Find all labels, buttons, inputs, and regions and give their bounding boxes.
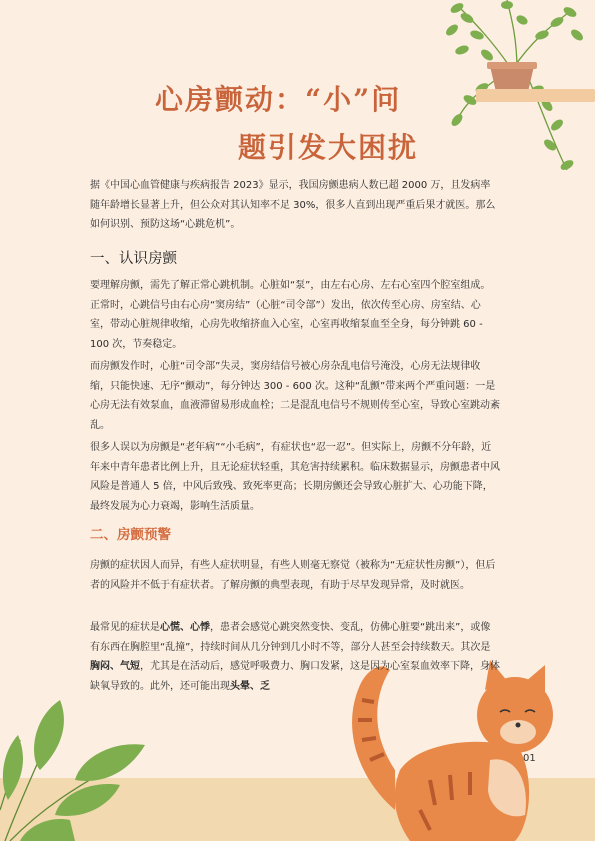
section-1-paragraph-1: 要理解房颤，需先了解正常心跳机制。心脏如“泵”，由左右心房、左右心室四个腔室组成。正常时，心跳信号由右心房“窦房结”（心脏“司令部”）发出，依次传至心房、房室结、心室，带动心脏规律收缩，心房先收缩挤血入心室，心室再收缩泵血至全身，每分钟跳 60 - 100 次，节奏稳定。 bbox=[90, 280, 491, 350]
section-2-heading: 二、房颤预警 bbox=[90, 527, 171, 543]
text-run: ，尤其是在活动后，感觉呼吸费力、胸口发紧，这是因为心室泵血效率下降，身体缺氧导致的。此外，还可能出现 bbox=[90, 661, 500, 692]
bold-term-dizziness: 头晕、乏 bbox=[230, 680, 270, 692]
intro-paragraph: 据《中国心血管健康与疾病报告 2023》显示，我国房颤患病人数已超 2000 万，且发病率随年龄增长显著上升，但公众对其认知率不足 30%，很多人直到出现严重后果才就医。那么如何识别、预防这场“心跳危机”。 bbox=[90, 180, 496, 230]
section-1-heading: 一、认识房颤 bbox=[90, 251, 177, 267]
page-number: 01 bbox=[523, 753, 536, 764]
section-2-paragraph-2 bbox=[90, 618, 500, 696]
text-run: 最常见的症状是 bbox=[90, 622, 160, 633]
section-1-paragraph-2: 而房颤发作时，心脏“司令部”失灵，窦房结信号被心房杂乱电信号淹没，心房无法规律收缩，只能快速、无序“颤动”，每分钟达 300 - 600 次。这种“乱颤”带来两个严重问题：一是心房无法有效泵血，血液滞留易形成血栓；二是混乱电信号不规则传至心室，导致心室跳动紊乱。 bbox=[90, 361, 500, 431]
page-title-line-1: 心房颤动：“小”问 bbox=[155, 83, 402, 116]
page-title-line-2: 题引发大困扰 bbox=[238, 131, 419, 164]
leaf-plant-illustration bbox=[0, 690, 160, 841]
section-1-paragraph-3: 很多人误以为房颤是“老年病”“小毛病”，有症状也“忍一忍”。但实际上，房颤不分年龄，近年来中青年患者比例上升，且无论症状轻重，其危害持续累积。临床数据显示，房颤患者中风风险是普通人 5 倍，中风后致残、致死率更高；长期房颤还会导致心脏扩大、心功能下降，最终发展为心力衰竭，影响生活质量。 bbox=[90, 442, 500, 512]
text-run: ，患者会感觉心跳突然变快、变乱，仿佛心脏要“跳出来”，或像有东西在胸腔里“乱撞”，持续时间从几分钟到几小时不等，部分人甚至会持续数天。其次是 bbox=[90, 622, 491, 653]
bold-term-palpitation: 心慌、心悸 bbox=[160, 622, 210, 633]
section-2-paragraph-1: 房颤的症状因人而异，有些人症状明显，有些人则毫无察觉（被称为“无症状性房颤”），但后者的风险并不低于有症状者。了解房颤的典型表现，有助于尽早发现异常，及时就医。 bbox=[90, 560, 496, 591]
bold-term-chest-tightness: 胸闷、气短 bbox=[90, 661, 140, 672]
wall-shelf bbox=[476, 89, 595, 102]
